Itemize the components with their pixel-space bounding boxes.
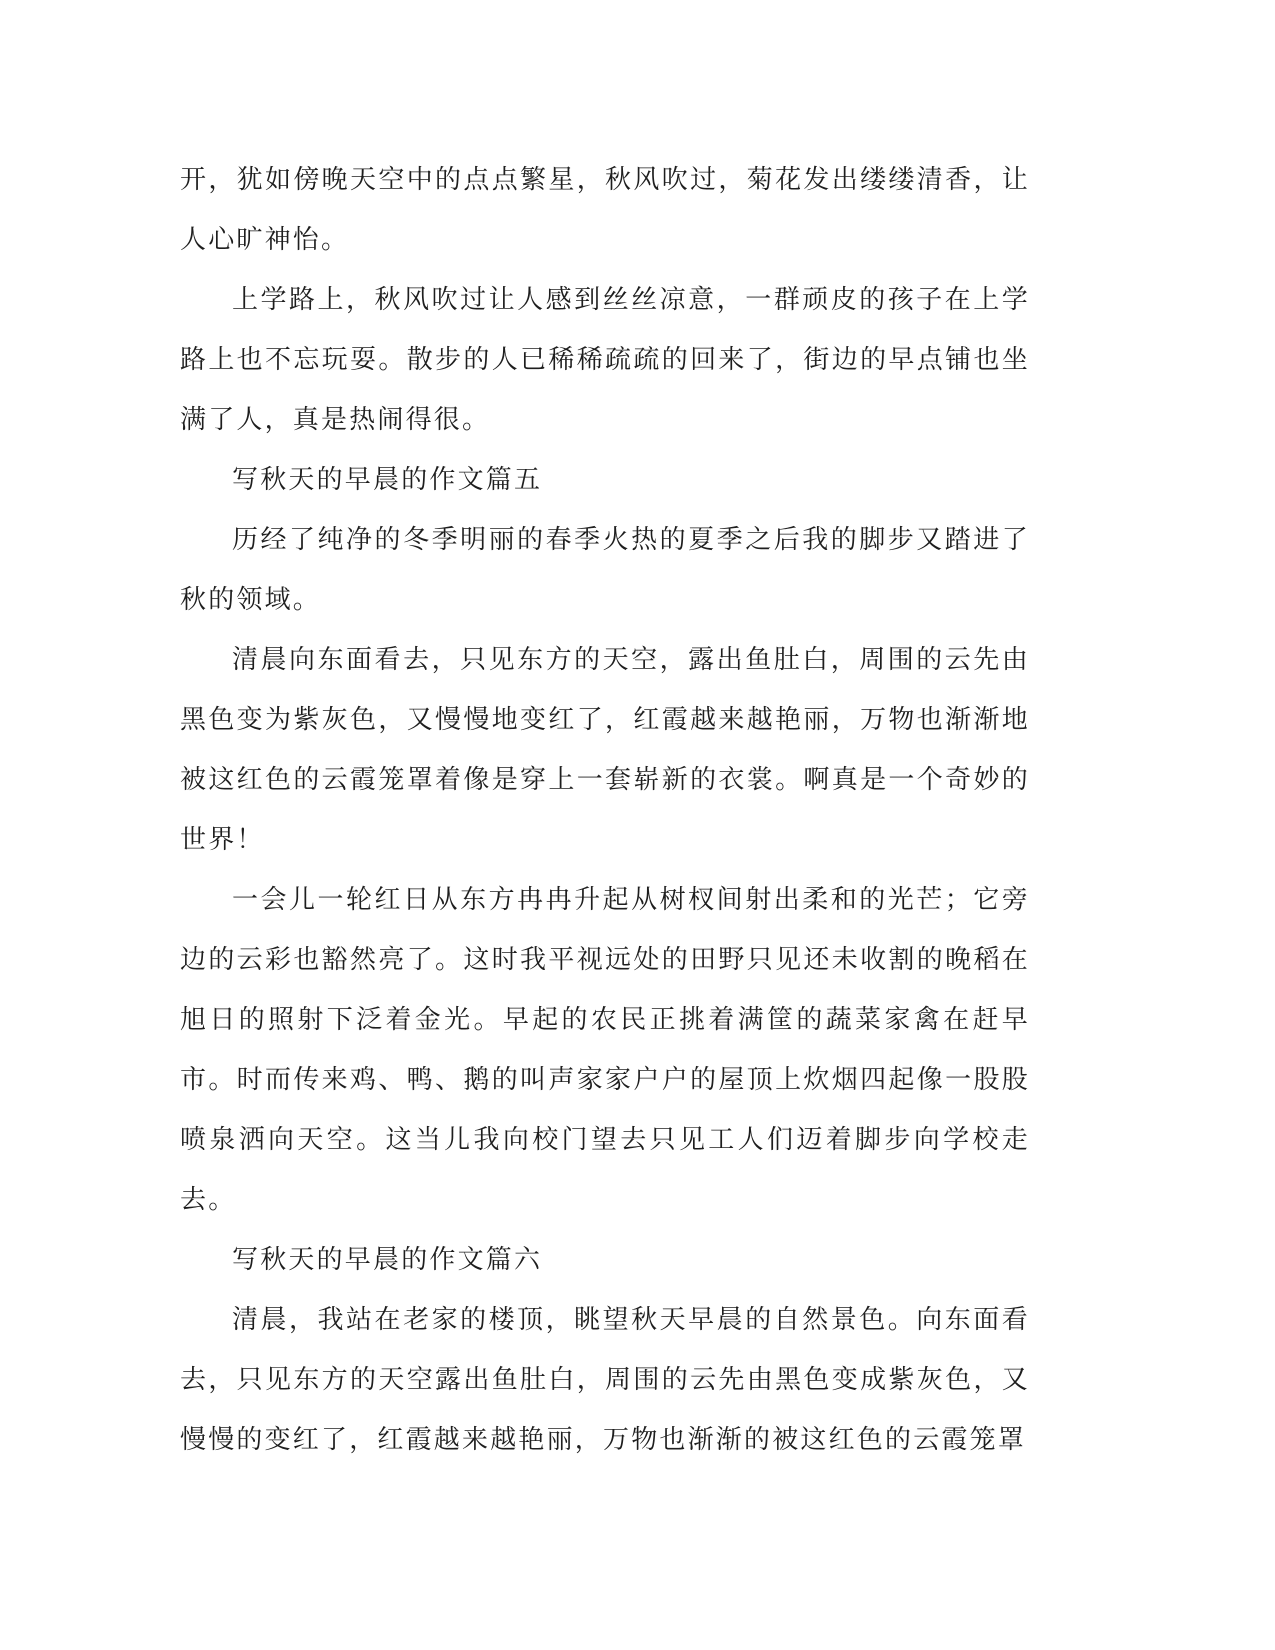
section-heading: 写秋天的早晨的作文篇五 <box>232 465 543 495</box>
paragraph: 清晨向东面看去，只见东方的天空，露出鱼肚白，周围的云先由黑色变为紫灰色，又慢慢地变红了，红霞越来越艳丽，万物也渐渐地被这红色的云霞笼罩着像是穿上一套崭新的衣裳。啊真是一个奇妙的世界！ <box>180 645 1030 855</box>
section-heading: 写秋天的早晨的作文篇六 <box>232 1245 543 1275</box>
paragraph: 上学路上，秋风吹过让人感到丝丝凉意，一群顽皮的孩子在上学路上也不忘玩耍。散步的人已稀稀疏疏的回来了，街边的早点铺也坐满了人，真是热闹得很。 <box>180 285 1030 435</box>
document-body <box>180 150 1030 1470</box>
paragraph: 清晨，我站在老家的楼顶，眺望秋天早晨的自然景色。向东面看去，只见东方的天空露出鱼肚白，周围的云先由黑色变成紫灰色，又慢慢的变红了，红霞越来越艳丽，万物也渐渐的被这红色的云霞笼罩 <box>180 1305 1030 1455</box>
paragraph: 开，犹如傍晚天空中的点点繁星，秋风吹过，菊花发出缕缕清香，让人心旷神怡。 <box>180 165 1030 255</box>
paragraph: 一会儿一轮红日从东方冉冉升起从树杈间射出柔和的光芒；它旁边的云彩也豁然亮了。这时我平视远处的田野只见还未收割的晚稻在旭日的照射下泛着金光。早起的农民正挑着满筐的蔬菜家禽在赶早市。时而传来鸡、鸭、鹅的叫声家家户户的屋顶上炊烟四起像一股股喷泉洒向天空。这当儿我向校门望去只见工人们迈着脚步向学校走去。 <box>180 885 1030 1215</box>
paragraph: 历经了纯净的冬季明丽的春季火热的夏季之后我的脚步又踏进了秋的领域。 <box>180 525 1030 615</box>
